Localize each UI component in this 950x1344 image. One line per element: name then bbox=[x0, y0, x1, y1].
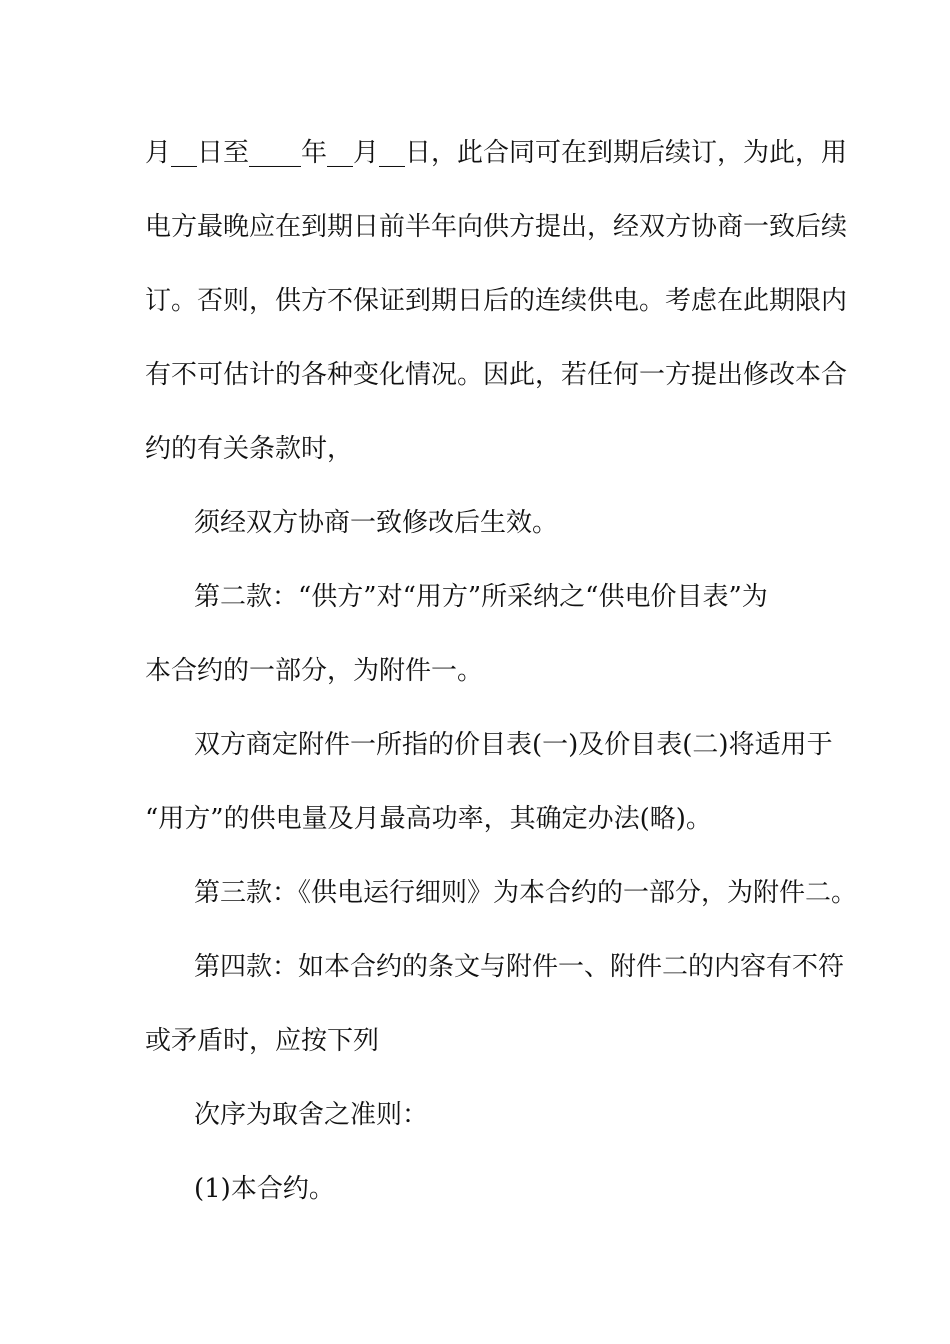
paragraph-line: 第二款：“供方”对“用方”所采纳之“供电价目表”为 bbox=[194, 582, 768, 612]
list-item: (1)本合约。 bbox=[194, 1174, 335, 1204]
document-body bbox=[145, 132, 858, 1242]
text-line: 月__日至____年__月__日，此合同可在到期后续订，为此，用 bbox=[145, 138, 848, 168]
text-line: 有不可估计的各种变化情况。因此，若任何一方提出修改本合 bbox=[145, 360, 848, 390]
paragraph-line: 第四款：如本合约的条文与附件一、附件二的内容有不符 bbox=[194, 952, 845, 982]
paragraph-line: 第三款：《供电运行细则》为本合约的一部分，为附件二。 bbox=[194, 878, 858, 908]
paragraph-line: 须经双方协商一致修改后生效。 bbox=[194, 508, 559, 538]
text-line: 电方最晚应在到期日前半年向供方提出，经双方协商一致后续 bbox=[145, 212, 848, 242]
paragraph-line: 双方商定附件一所指的价目表(一)及价目表(二)将适用于 bbox=[194, 730, 833, 760]
paragraph-line: 次序为取舍之准则： bbox=[194, 1100, 429, 1130]
text-line: 订。否则，供方不保证到期日后的连续供电。考虑在此期限内 bbox=[145, 286, 848, 316]
text-line: “用方”的供电量及月最高功率，其确定办法(略)。 bbox=[145, 804, 712, 834]
text-line: 本合约的一部分，为附件一。 bbox=[145, 656, 484, 686]
text-line: 或矛盾时，应按下列 bbox=[145, 1026, 380, 1056]
text-line: 约的有关条款时， bbox=[145, 434, 354, 464]
